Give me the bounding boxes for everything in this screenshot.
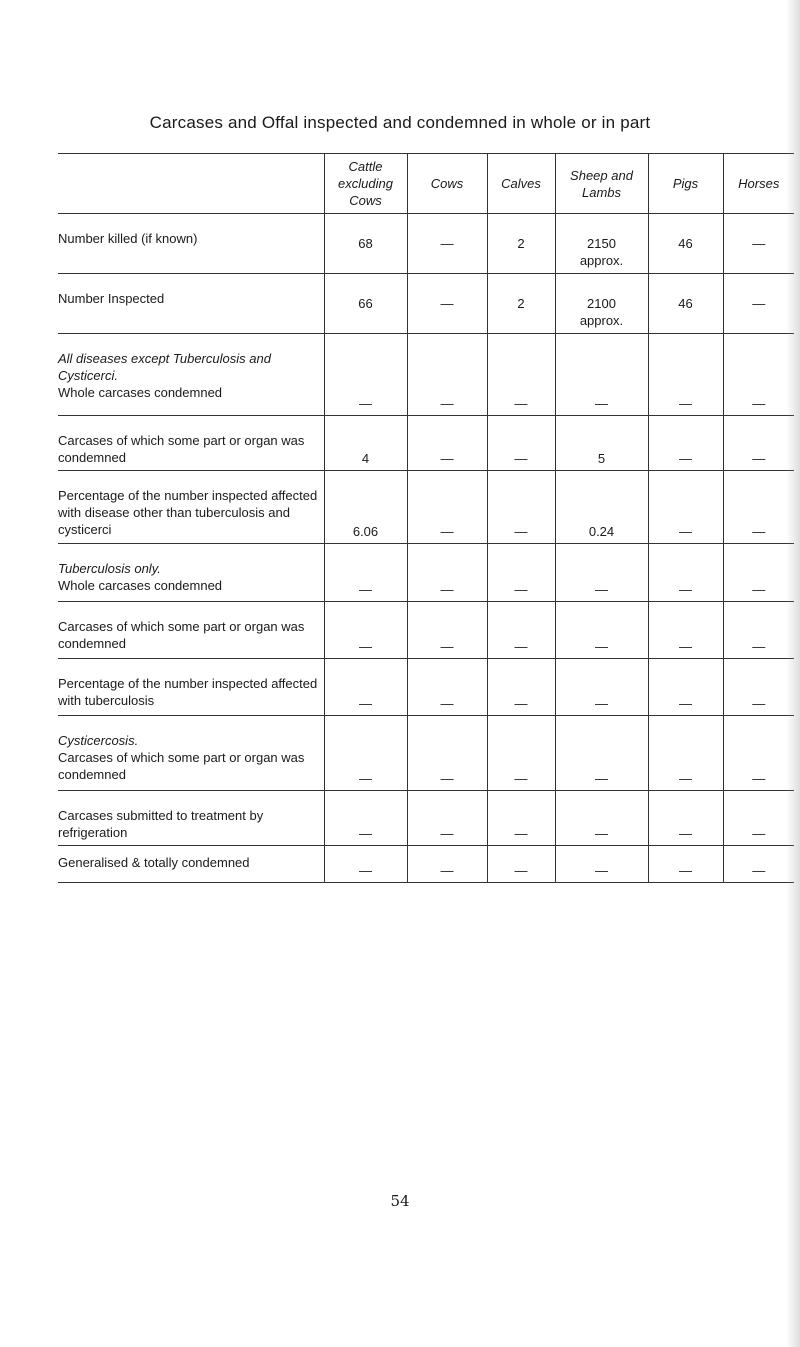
page-number: 54: [390, 1192, 410, 1210]
cell-value: —: [440, 771, 454, 786]
cell-value: —: [359, 396, 372, 411]
cell-value: —: [359, 639, 372, 654]
row-label: [58, 659, 324, 716]
cell-value: —: [514, 582, 528, 597]
cell-value: —: [359, 696, 372, 711]
cell-value: —: [595, 826, 608, 841]
cell-value: —: [359, 771, 372, 786]
cell-value: —: [752, 524, 766, 539]
value-cell: [648, 846, 723, 883]
value-cell: [723, 471, 794, 544]
cell-value: —: [440, 863, 454, 878]
value-cell: [555, 846, 648, 883]
cell-value: —: [514, 826, 528, 841]
table-row: [58, 602, 794, 659]
cell-value: —: [679, 826, 692, 841]
cell-value: —: [752, 451, 766, 466]
value-cell: [407, 416, 487, 471]
table-row: [58, 214, 794, 274]
value-cell: [324, 544, 407, 602]
value-cell: [723, 602, 794, 659]
row-label-text: Number Inspected: [58, 291, 165, 306]
column-header: Cows: [407, 154, 487, 214]
page-title: Carcases and Offal inspected and condemned in whole or in part: [149, 113, 651, 132]
value-cell: [407, 471, 487, 544]
value-cell: [648, 471, 723, 544]
row-label-text: Percentage of the number inspected affected with disease other than tuberculosis and cysticerci: [58, 488, 318, 537]
cell-value: —: [514, 696, 528, 711]
value-cell: [407, 214, 487, 274]
value-cell: [648, 791, 723, 846]
value-cell: [324, 471, 407, 544]
cell-value: 46: [678, 236, 693, 251]
cell-value: —: [752, 236, 766, 251]
value-cell: [324, 716, 407, 791]
cell-value: —: [679, 771, 692, 786]
cell-value: —: [595, 696, 608, 711]
row-label-text: Carcases submitted to treatment by refrigeration: [58, 808, 264, 840]
cell-value: 2150: [587, 236, 616, 251]
cell-value: —: [752, 696, 766, 711]
column-header: Cattle excluding Cows: [324, 154, 407, 214]
row-label: [58, 471, 324, 544]
cell-value: —: [752, 863, 766, 878]
cell-value: 46: [678, 296, 693, 311]
value-cell: [324, 602, 407, 659]
value-cell: [648, 334, 723, 416]
cell-value: —: [514, 863, 528, 878]
value-cell: [407, 544, 487, 602]
table-row: [58, 846, 794, 883]
value-cell: [324, 416, 407, 471]
value-cell: [555, 659, 648, 716]
cell-value: 66: [358, 296, 373, 311]
cell-value: 68: [358, 236, 373, 251]
cell-value: —: [679, 639, 692, 654]
cell-value: —: [752, 826, 766, 841]
value-cell: [487, 471, 555, 544]
cell-value: —: [595, 639, 608, 654]
column-header: Sheep and Lambs: [555, 154, 648, 214]
cell-value: 2: [517, 236, 525, 251]
cell-value: —: [679, 524, 692, 539]
cell-value: —: [440, 236, 454, 251]
value-cell: [555, 274, 648, 334]
value-cell: [723, 716, 794, 791]
value-cell: [648, 416, 723, 471]
value-cell: [487, 416, 555, 471]
value-cell: [407, 791, 487, 846]
cell-value: —: [359, 863, 372, 878]
row-label-text: Carcases of which some part or organ was condemned: [58, 619, 305, 651]
value-cell: [648, 602, 723, 659]
value-cell: [555, 334, 648, 416]
value-cell: [324, 846, 407, 883]
cell-value: —: [514, 524, 528, 539]
cell-value: —: [514, 639, 528, 654]
table-row: [58, 544, 794, 602]
cell-value: —: [679, 863, 692, 878]
value-cell: [324, 274, 407, 334]
cell-value: —: [595, 396, 608, 411]
value-cell: [723, 659, 794, 716]
table-row: [58, 716, 794, 791]
value-cell: [723, 416, 794, 471]
row-label: [58, 544, 324, 602]
value-cell: [487, 716, 555, 791]
cell-value: —: [679, 582, 692, 597]
value-cell: [723, 791, 794, 846]
cell-value: —: [679, 396, 692, 411]
column-header: Horses: [723, 154, 794, 214]
cell-value: —: [359, 826, 372, 841]
cell-value: 0.24: [588, 524, 615, 539]
cell-value: —: [440, 524, 454, 539]
row-label-text: Percentage of the number inspected affected with tuberculosis: [58, 676, 318, 708]
row-label-text: Cysticercosis.: [58, 733, 139, 748]
value-cell: [723, 544, 794, 602]
cell-value: —: [440, 296, 454, 311]
value-cell: [487, 846, 555, 883]
cell-approx-note: approx.: [579, 313, 624, 328]
value-cell: [407, 602, 487, 659]
inspection-table: [58, 153, 794, 883]
cell-value: 2: [517, 296, 525, 311]
cell-value: —: [679, 696, 692, 711]
cell-value: —: [595, 863, 608, 878]
value-cell: [555, 416, 648, 471]
value-cell: [723, 214, 794, 274]
row-label: [58, 602, 324, 659]
cell-value: —: [752, 639, 766, 654]
row-label-text: All diseases except Tuberculosis and Cysticerci.: [58, 351, 271, 383]
cell-value: 4: [361, 451, 370, 466]
value-cell: [555, 214, 648, 274]
cell-approx-note: approx.: [579, 253, 624, 268]
row-sublabel-text: Whole carcases condemned: [58, 578, 223, 593]
value-cell: [487, 334, 555, 416]
table-row: [58, 274, 794, 334]
value-cell: [648, 214, 723, 274]
value-cell: [487, 602, 555, 659]
value-cell: [555, 471, 648, 544]
cell-value: 5: [597, 451, 606, 466]
row-label: [58, 716, 324, 791]
row-label-text: Carcases of which some part or organ was condemned: [58, 433, 305, 465]
value-cell: [407, 334, 487, 416]
cell-value: —: [595, 582, 608, 597]
value-cell: [648, 659, 723, 716]
row-label: [58, 334, 324, 416]
table-row: [58, 791, 794, 846]
value-cell: [324, 659, 407, 716]
value-cell: [324, 791, 407, 846]
value-cell: [324, 334, 407, 416]
row-sublabel-text: Whole carcases condemned: [58, 385, 223, 400]
value-cell: [648, 544, 723, 602]
column-header: Pigs: [648, 154, 723, 214]
cell-value: —: [752, 396, 766, 411]
row-label: [58, 791, 324, 846]
cell-value: —: [752, 771, 766, 786]
cell-value: —: [440, 696, 454, 711]
table-row: [58, 659, 794, 716]
row-label: [58, 214, 324, 274]
cell-value: —: [752, 582, 766, 597]
value-cell: [487, 214, 555, 274]
table-row: [58, 416, 794, 471]
value-cell: [487, 544, 555, 602]
cell-value: —: [359, 582, 372, 597]
row-label: [58, 274, 324, 334]
row-sublabel-text: Carcases of which some part or organ was condemned: [58, 750, 305, 782]
cell-value: —: [679, 451, 692, 466]
cell-value: —: [514, 771, 528, 786]
value-cell: [407, 846, 487, 883]
column-header: Calves: [487, 154, 555, 214]
value-cell: [648, 274, 723, 334]
row-label: [58, 416, 324, 471]
value-cell: [487, 274, 555, 334]
row-label: [58, 846, 324, 883]
row-label-text: Number killed (if known): [58, 231, 198, 246]
page-edge-shadow: [786, 0, 800, 1347]
row-label-text: Generalised & totally condemned: [58, 855, 250, 870]
value-cell: [555, 791, 648, 846]
cell-value: —: [440, 451, 454, 466]
cell-value: 6.06: [352, 524, 379, 539]
table-row: [58, 471, 794, 544]
cell-value: —: [440, 826, 454, 841]
value-cell: [723, 846, 794, 883]
value-cell: [324, 214, 407, 274]
value-cell: [487, 791, 555, 846]
cell-value: —: [514, 396, 528, 411]
value-cell: [555, 544, 648, 602]
cell-value: —: [595, 771, 608, 786]
value-cell: [487, 659, 555, 716]
value-cell: [723, 274, 794, 334]
table-row: [58, 334, 794, 416]
value-cell: [555, 602, 648, 659]
cell-value: 2100: [587, 296, 616, 311]
cell-value: —: [440, 582, 454, 597]
cell-value: —: [440, 639, 454, 654]
value-cell: [723, 334, 794, 416]
value-cell: [555, 716, 648, 791]
header-blank-cell: [58, 154, 324, 214]
header-row: [58, 154, 794, 214]
value-cell: [407, 274, 487, 334]
cell-value: —: [752, 296, 766, 311]
value-cell: [407, 716, 487, 791]
value-cell: [407, 659, 487, 716]
value-cell: [648, 716, 723, 791]
cell-value: —: [440, 396, 454, 411]
cell-value: —: [514, 451, 528, 466]
row-label-text: Tuberculosis only.: [58, 561, 161, 576]
